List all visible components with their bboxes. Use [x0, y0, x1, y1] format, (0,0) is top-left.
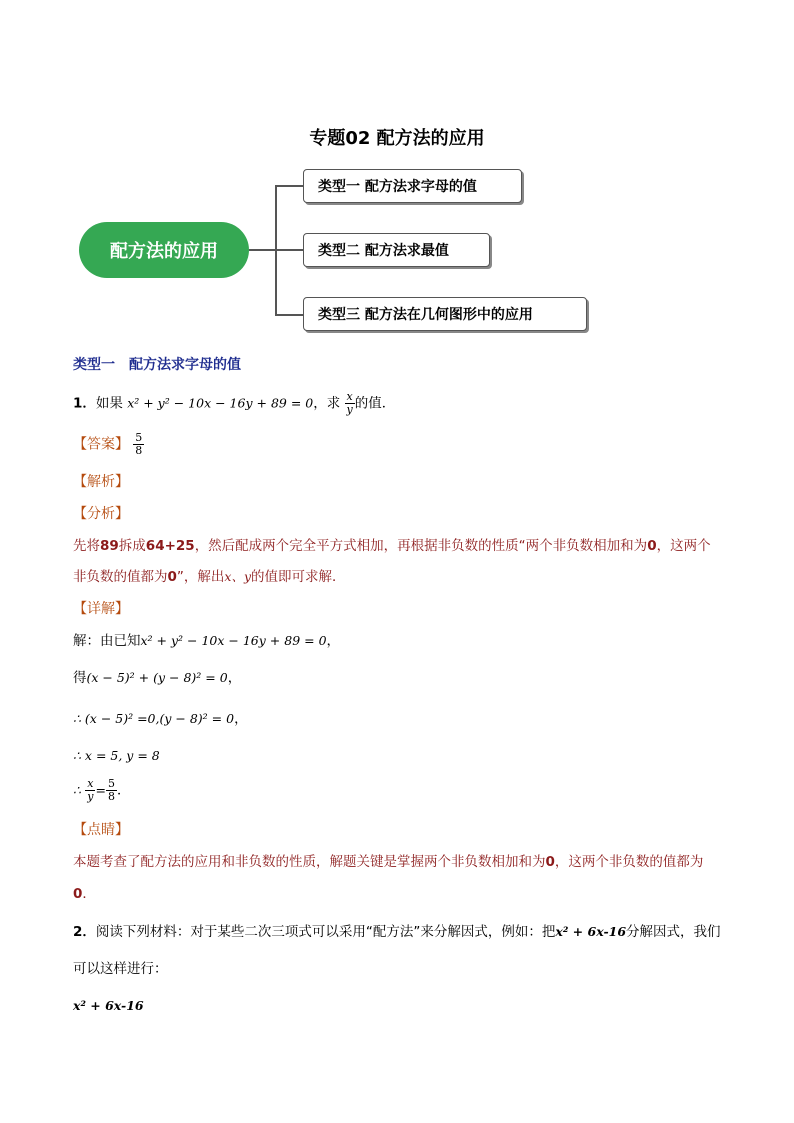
page-title: 专题02 配方法的应用: [309, 128, 485, 149]
answer-label: 【答案】: [73, 436, 129, 453]
mindmap-branch-1: 类型一 配方法求字母的值: [303, 169, 522, 203]
mindmap-connector: [275, 185, 304, 187]
question-number: 1．: [73, 395, 96, 412]
fraction: $\frac{5}{8}$: [107, 777, 115, 803]
comment-line-1: 本题考查了配方法的应用和非负数的性质，解题关键是掌握两个非负数相加和为0，这两个非负数的值都为: [73, 854, 704, 870]
mindmap-connector: [275, 314, 304, 316]
analysis-label: 【解析】: [73, 474, 129, 490]
section-heading: 类型一 配方法求字母的值: [73, 357, 241, 373]
comment-label: 【点睛】: [73, 822, 129, 838]
question-2-line-1: 2．阅读下列材料：对于某些二次三项式可以采用“配方法”来分解因式，例如：把x² + 6x-16分解因式，我们: [73, 924, 721, 940]
fraction: $\frac{x}{y}$: [87, 777, 94, 803]
answer: [73, 432, 144, 457]
question-text: 的值．: [354, 395, 396, 412]
question-2-line-3: x² + 6x-16: [73, 998, 144, 1013]
question-1: [73, 391, 395, 416]
equation: x² + y² − 10x − 16y + 89 = 0: [127, 395, 314, 411]
question-2-line-2: 可以这样进行：: [73, 961, 168, 977]
solution-step-3: ∴ (x − 5)² =0,(y − 8)² = 0，: [73, 711, 248, 727]
fenxi-label: 【分析】: [73, 506, 129, 522]
mindmap-branch-2: 类型二 配方法求最值: [303, 233, 490, 267]
mindmap-connector: [249, 249, 276, 251]
mindmap-branch-3: 类型三 配方法在几何图形中的应用: [303, 297, 587, 331]
mindmap-root: 配方法的应用: [79, 222, 249, 278]
fraction: $\frac{x}{y}$: [346, 390, 353, 416]
answer-fraction: $\frac{5}{8}$: [135, 431, 143, 457]
solution-step-4: ∴ x = 5, y = 8: [73, 748, 160, 763]
solution-step-1: 解：由已知x² + y² − 10x − 16y + 89 = 0，: [73, 633, 341, 649]
question-number: 2．: [73, 924, 96, 940]
solution-step-2: 得(x − 5)² + (y − 8)² = 0，: [73, 670, 242, 686]
question-text: ，求: [313, 395, 341, 412]
mindmap-connector: [275, 249, 304, 251]
fenxi-line-2: 非负数的值都为0”，解出x、y的值即可求解．: [73, 569, 346, 585]
solution-step-5: ∴ $\frac{x}{y}$ = $\frac{5}{8}$ ．: [73, 777, 131, 803]
fenxi-line-1: 先将89拆成64+25，然后配成两个完全平方式相加，再根据非负数的性质“两个非负数相加和为0，这两个: [73, 538, 711, 554]
question-text: 如果: [95, 395, 123, 412]
detail-label: 【详解】: [73, 601, 129, 617]
comment-line-2: 0．: [73, 886, 96, 902]
